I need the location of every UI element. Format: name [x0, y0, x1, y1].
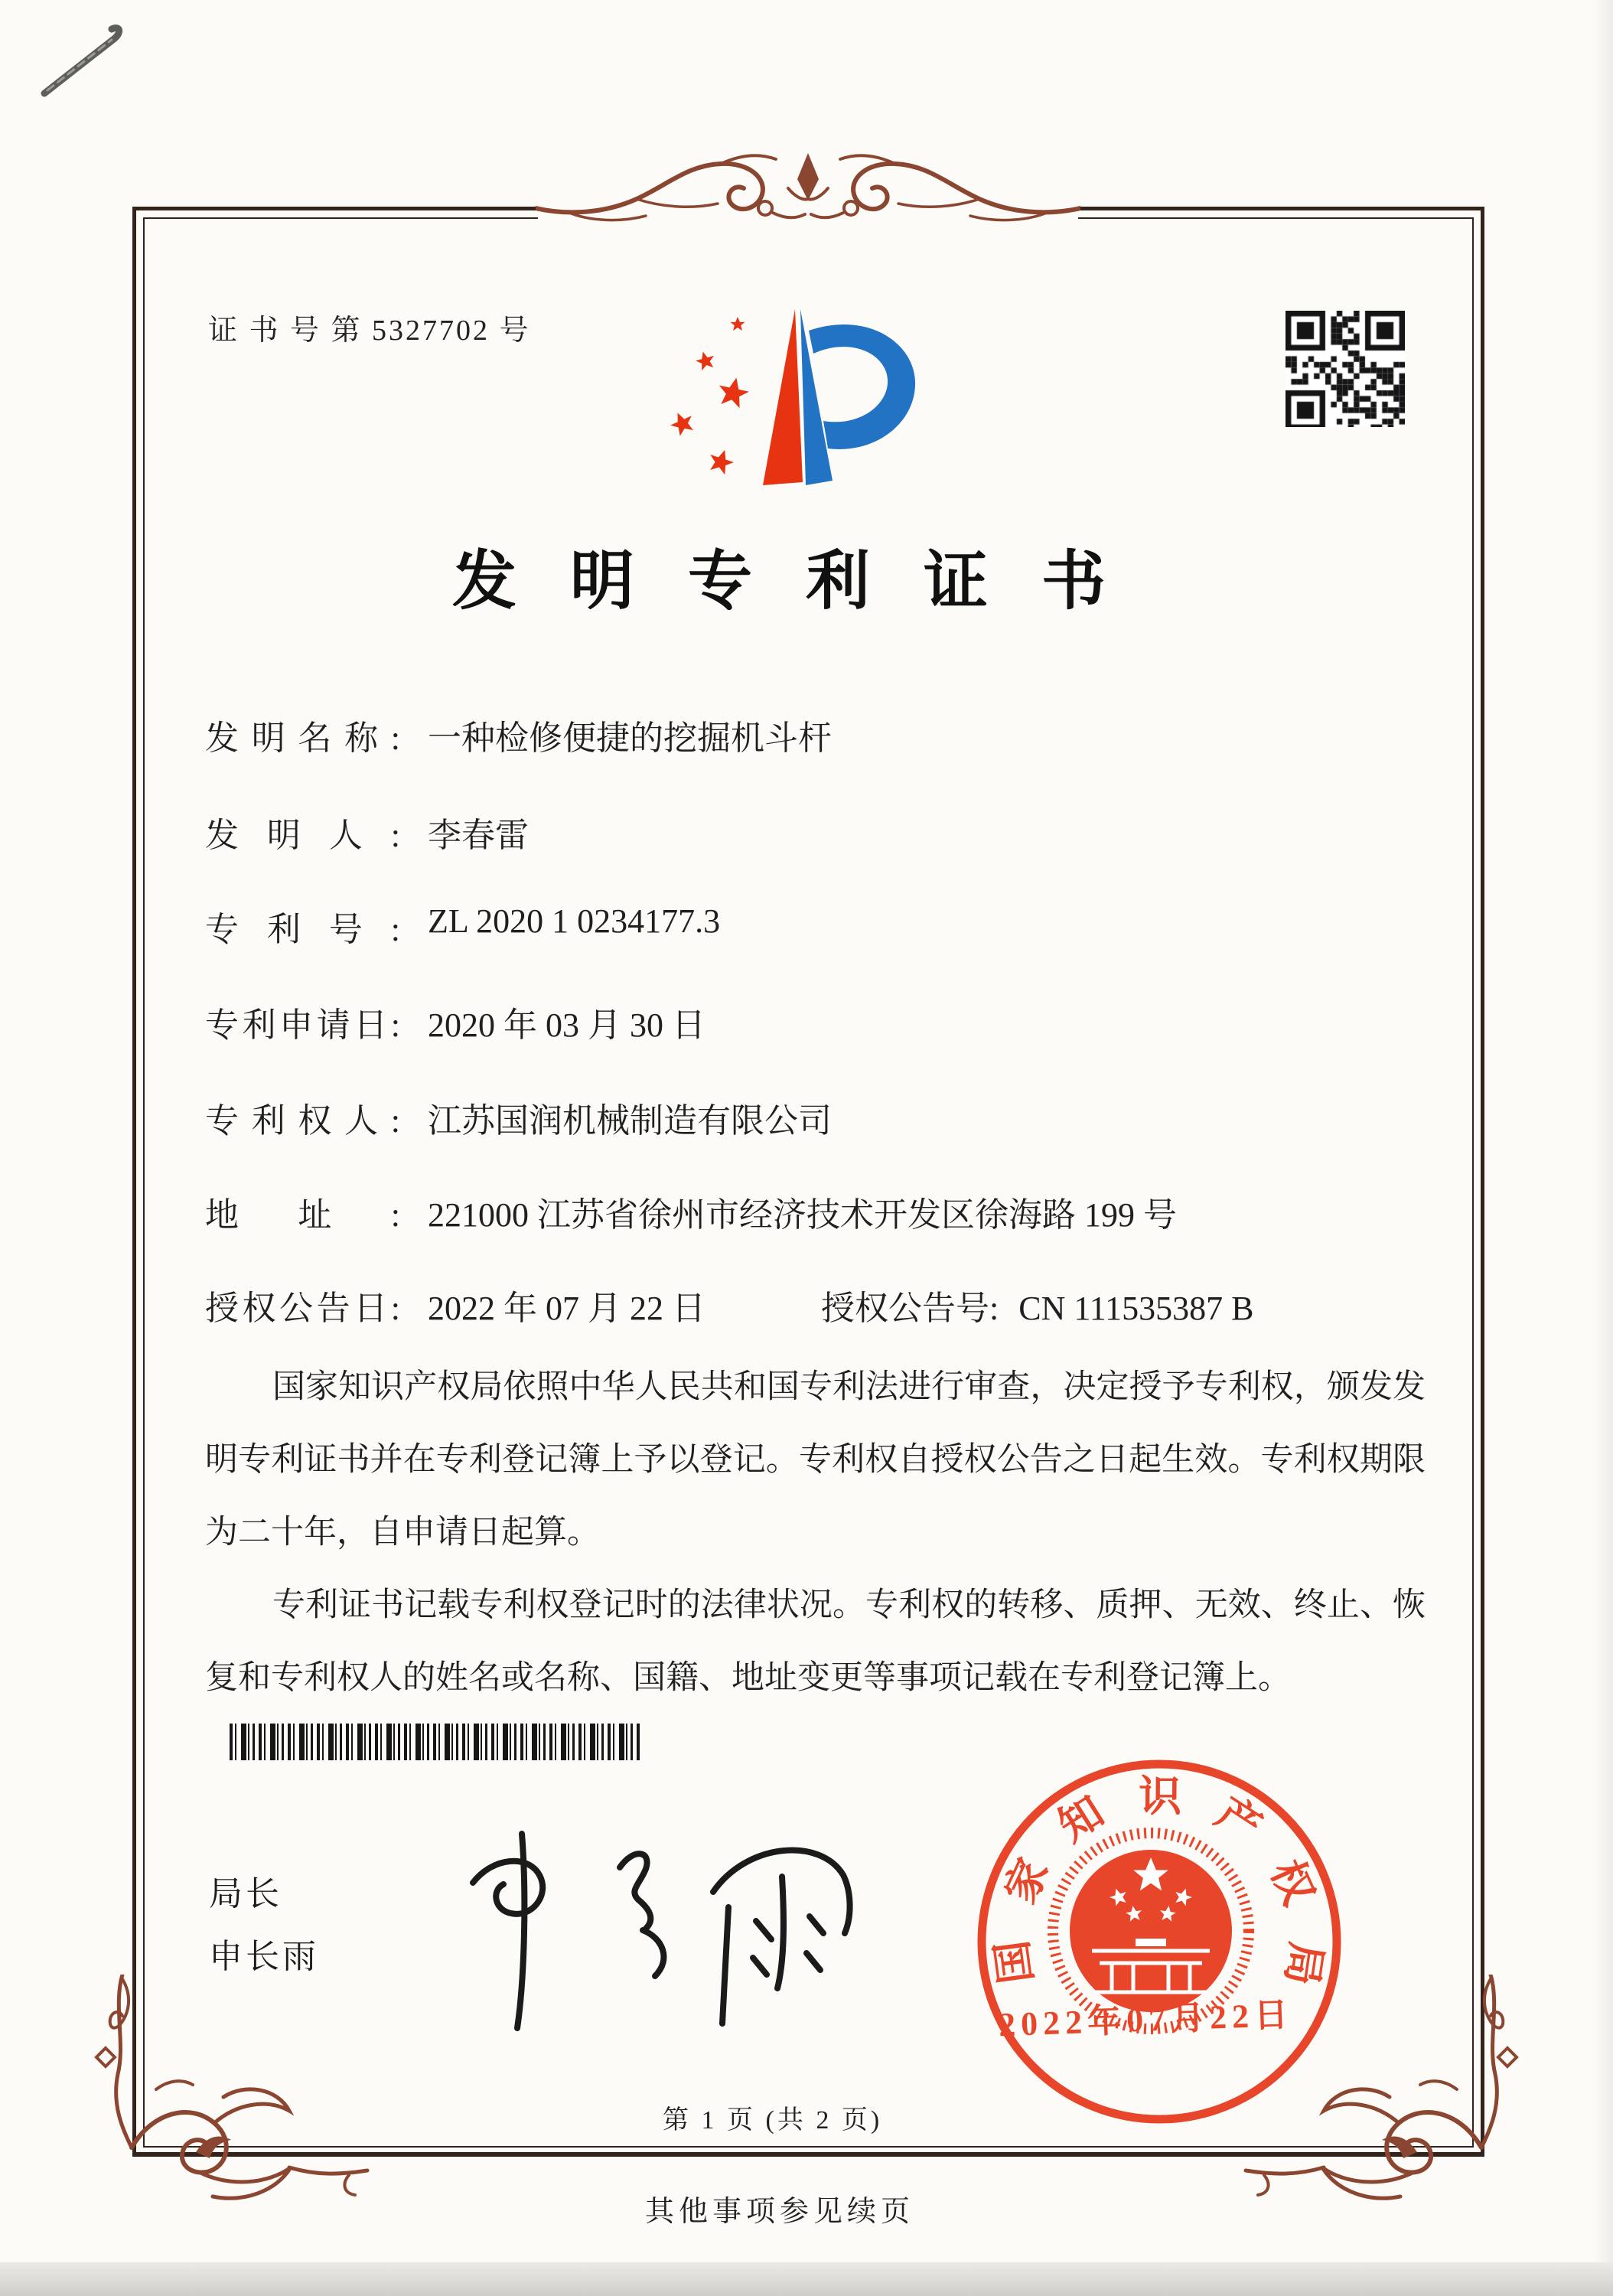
- qr-code-icon: [1286, 311, 1405, 427]
- field-row-patent-number: [205, 902, 1475, 947]
- field-row-patentee: [205, 1093, 1475, 1139]
- signer-name: 申长雨: [209, 1938, 319, 1975]
- frame-top-outer-left: [132, 207, 538, 210]
- field-row-grant-date: [205, 1280, 1475, 1326]
- field-label: 授权公告日:: [205, 1290, 400, 1327]
- field-label: 专利号:: [205, 911, 400, 948]
- frame-top-inner-right: [1078, 217, 1474, 219]
- field-row-inventor: [205, 807, 1475, 853]
- field-value: 2022 年 07 月 22 日: [428, 1290, 705, 1327]
- field-row-filing-date: [205, 997, 1475, 1043]
- field-grant-number: [821, 1280, 1253, 1329]
- field-label: 地址:: [205, 1196, 400, 1234]
- frame-right-outer: [1481, 207, 1484, 2157]
- top-border-ornament: [536, 147, 1080, 227]
- frame-top-inner-left: [143, 217, 538, 219]
- field-value: CN 111535387 B: [1018, 1290, 1254, 1327]
- seal-date-text: 2022年07月22日: [998, 1995, 1294, 2044]
- legal-paragraph-2: 专利证书记载专利权登记时的法律状况。专利权的转移、质押、无效、终止、恢复和专利权人的姓名或名称、国籍、地址变更等事项记载在专利登记簿上。: [205, 1587, 1426, 1696]
- seal-org-text: 国家知识产权局: [989, 1773, 1330, 1989]
- continuation-note: 其他事项参见续页: [645, 2196, 915, 2228]
- field-value: 2020 年 03 月 30 日: [428, 1006, 705, 1044]
- page-number: 第 1 页 (共 2 页): [663, 2106, 883, 2135]
- frame-top-outer-right: [1078, 207, 1484, 210]
- field-row-invention-name: [205, 710, 1475, 756]
- cnipa-official-seal-icon: [968, 1750, 1351, 2133]
- legal-text: [205, 1351, 1426, 1714]
- frame-left-outer: [132, 207, 136, 2157]
- field-label: 发明名称:: [205, 719, 400, 757]
- field-value: 江苏国润机械制造有限公司: [428, 1102, 832, 1140]
- field-value: 221000 江苏省徐州市经济技术开发区徐海路 199 号: [428, 1196, 1177, 1234]
- field-label: 授权公告号:: [821, 1290, 999, 1327]
- scan-edge-strip: [0, 2262, 1613, 2296]
- frame-right-inner: [1472, 217, 1474, 2148]
- field-value: 一种检修便捷的挖掘机斗杆: [428, 719, 832, 757]
- director-signature-icon: [429, 1806, 888, 2051]
- frame-left-inner: [143, 217, 145, 2148]
- field-label: 专利权人:: [205, 1102, 400, 1140]
- staple-mark: [31, 23, 138, 107]
- field-label: 发明人:: [205, 817, 400, 854]
- certificate-title: 发明专利证书: [452, 546, 1160, 618]
- cnipa-logo-icon: [658, 297, 934, 505]
- field-row-address: [205, 1187, 1475, 1233]
- bottom-left-corner-ornament: [83, 1975, 381, 2212]
- certificate-number: 证 书 号 第 5327702 号: [208, 315, 531, 347]
- barcode-icon: [230, 1724, 640, 1760]
- field-label: 专利申请日:: [205, 1006, 400, 1044]
- legal-paragraph-1: 国家知识产权局依照中华人民共和国专利法进行审查，决定授予专利权，颁发发明专利证书并在专利登记簿上予以登记。专利权自授权公告之日起生效。专利权期限为二十年，自申请日起算。: [205, 1369, 1426, 1551]
- scan-edge-shadow: [1593, 0, 1613, 2296]
- field-value: 李春雷: [428, 817, 529, 854]
- field-value: ZL 2020 1 0234177.3: [428, 902, 721, 940]
- signer-title: 局长: [209, 1875, 282, 1913]
